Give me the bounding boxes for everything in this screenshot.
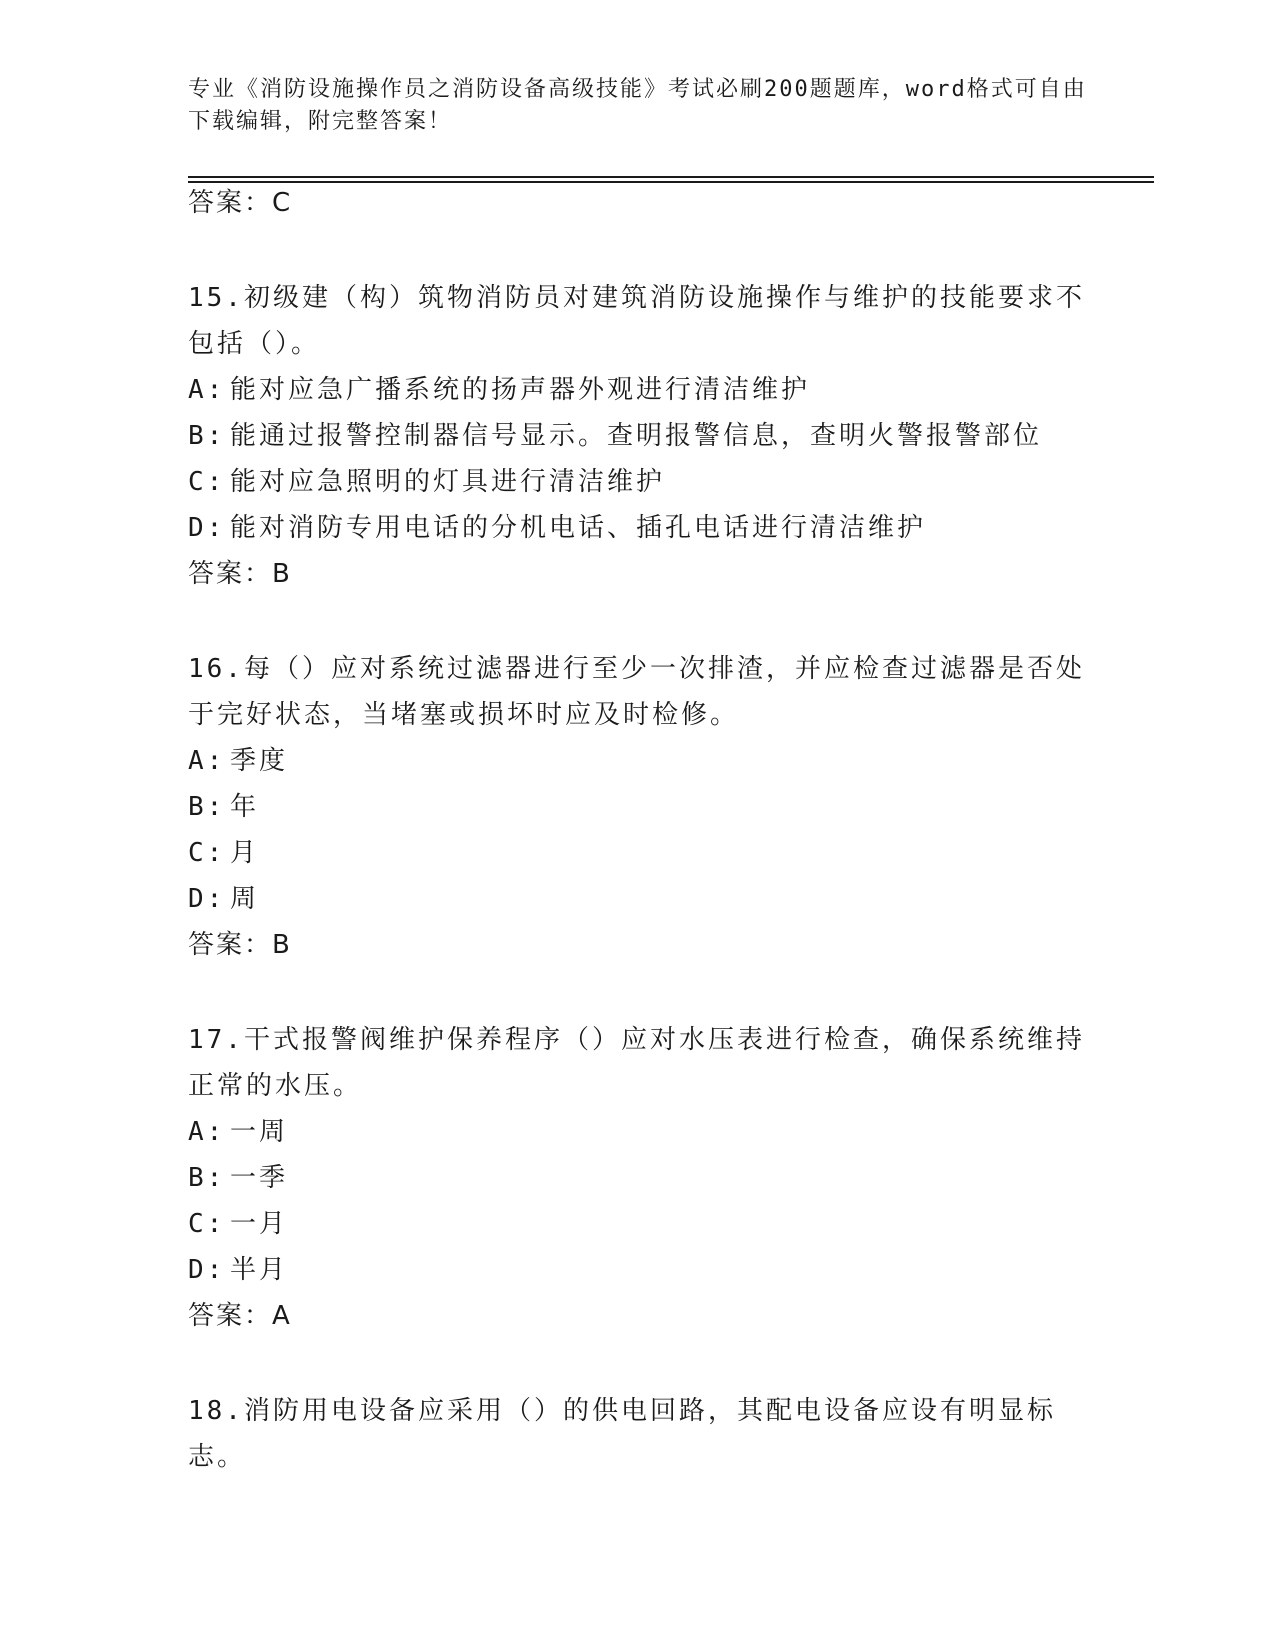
option-letter: A:: [188, 1117, 226, 1147]
question-stem: 17.干式报警阀维护保养程序（）应对水压表进行检查，确保系统维持正常的水压。: [188, 1025, 1085, 1101]
option-text: 季度: [230, 746, 289, 776]
option-letter: D:: [188, 1255, 226, 1285]
option-d: [188, 505, 1108, 551]
spacer: [188, 597, 1108, 639]
option-b: [188, 413, 1108, 459]
answer-line: 答案：A: [188, 1301, 292, 1331]
option-letter: A:: [188, 746, 226, 776]
option-text: 一季: [230, 1163, 289, 1193]
option-text: 能通过报警控制器信号显示。查明报警信息，查明火警报警部位: [230, 421, 1043, 451]
option-text: 年: [230, 792, 260, 822]
option-letter: C:: [188, 1209, 226, 1239]
question-16: [188, 646, 1108, 968]
question-stem: 18.消防用电设备应采用（）的供电回路，其配电设备应设有明显标志。: [188, 1396, 1056, 1472]
spacer: [188, 1339, 1108, 1381]
option-d: [188, 1247, 1108, 1293]
option-text: 周: [230, 884, 260, 914]
answer-line: 答案：B: [188, 559, 292, 589]
option-text: 一月: [230, 1209, 289, 1239]
question-stem: 16.每（）应对系统过滤器进行至少一次排渣，并应检查过滤器是否处于完好状态，当堵塞或损坏时应及时检修。: [188, 654, 1085, 730]
option-letter: B:: [188, 421, 226, 451]
option-b: [188, 784, 1108, 830]
option-text: 半月: [230, 1255, 289, 1285]
spacer: [188, 226, 1108, 268]
option-c: [188, 1201, 1108, 1247]
option-a: [188, 1109, 1108, 1155]
option-text: 月: [230, 838, 260, 868]
option-a: [188, 367, 1108, 413]
option-letter: D:: [188, 884, 226, 914]
option-letter: B:: [188, 1163, 226, 1193]
option-a: [188, 738, 1108, 784]
option-letter: B:: [188, 792, 226, 822]
option-c: [188, 830, 1108, 876]
option-text: 一周: [230, 1117, 289, 1147]
option-text: 能对应急广播系统的扬声器外观进行清洁维护: [230, 375, 811, 405]
option-b: [188, 1155, 1108, 1201]
question-15: [188, 275, 1108, 597]
answer-line: 答案：C: [188, 188, 293, 218]
question-17: [188, 1017, 1108, 1339]
option-text: 能对消防专用电话的分机电话、插孔电话进行清洁维护: [230, 513, 927, 543]
option-letter: A:: [188, 375, 226, 405]
option-letter: C:: [188, 838, 226, 868]
question-stem: 15.初级建（构）筑物消防员对建筑消防设施操作与维护的技能要求不包括（）。: [188, 283, 1085, 359]
option-letter: C:: [188, 467, 226, 497]
option-letter: D:: [188, 513, 226, 543]
option-c: [188, 459, 1108, 505]
question-list: [188, 180, 1108, 1480]
option-d: [188, 876, 1108, 922]
document-header: 专业《消防设施操作员之消防设备高级技能》考试必刷200题题库，word格式可自由下载编辑，附完整答案！: [188, 77, 1087, 134]
spacer: [188, 968, 1108, 1010]
answer-line: 答案：B: [188, 930, 292, 960]
header-rule-top: [188, 176, 1154, 178]
question-18: [188, 1388, 1108, 1480]
option-text: 能对应急照明的灯具进行清洁维护: [230, 467, 666, 497]
